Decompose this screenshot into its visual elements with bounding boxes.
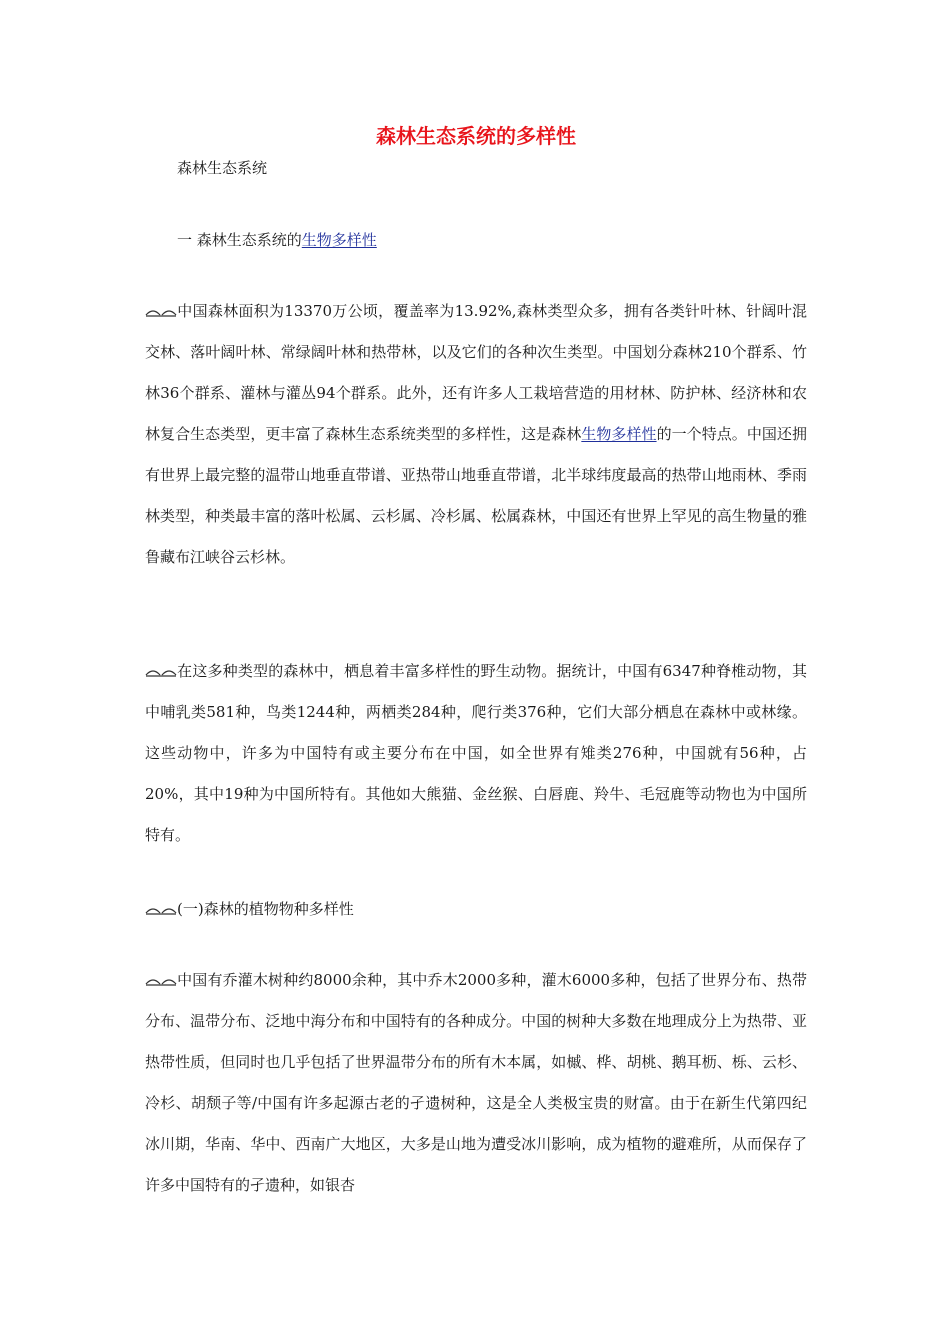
- paragraph-wildlife: [145, 651, 807, 856]
- biodiversity-link[interactable]: 生物多样性: [301, 231, 377, 249]
- paragraph-forest-types: [145, 291, 807, 578]
- paragraph-forest-types-text-2: 的一个特点。中国还拥有世界上最完整的温带山地垂直带谱、亚热带山地垂直带谱，北半球纬度最高的热带山地雨林、季雨林类型，种类最丰富的落叶松属、云杉属、冷杉属、松属森林，中国还有世界上罕见的高生物量的雅鲁藏布江峡谷云杉林。: [145, 425, 807, 566]
- document-subtitle: 森林生态系统: [177, 159, 268, 177]
- paragraph-plant-species: [145, 960, 807, 1206]
- section-heading-2-text: (一)森林的植物物种多样性: [177, 900, 354, 918]
- paragraph-forest-types-text-1: 中国森林面积为13370万公顷，覆盖率为13.92%,森林类型众多，拥有各类针叶林、针阔叶混交林、落叶阔叶林、常绿阔叶林和热带林，以及它们的各种次生类型。中国划分森林210个群系、竹林36个群系、灌林与灌丛94个群系。此外，还有许多人工栽培营造的用材林、防护林、经济林和农林复合生态类型，更丰富了森林生态系统类型的多样性，这是森林: [145, 302, 807, 443]
- paragraph-plant-species-text: 中国有乔灌木树种约8000余种，其中乔木2000多种，灌木6000多种，包括了世界分布、热带分布、温带分布、泛地中海分布和中国特有的各种成分。中国的树种大多数在地理成分上为热带、亚热带性质，但同时也几乎包括了世界温带分布的所有木本属，如槭、桦、胡桃、鹅耳枥、栎、云杉、冷杉、胡颓子等/中国有许多起源古老的孑遗树种，这是全人类极宝贵的财富。由于在新生代第四纪冰川期，华南、华中、西南广大地区，大多是山地为遭受冰川影响，成为植物的避难所，从而保存了许多中国特有的孑遗种，如银杏: [145, 971, 807, 1194]
- section-heading-1: [177, 229, 377, 251]
- section-heading-2: [145, 889, 354, 930]
- document-title: 森林生态系统的多样性: [376, 124, 576, 148]
- indent-mark-icon: [145, 303, 177, 317]
- indent-mark-icon: [145, 972, 177, 986]
- biodiversity-link-inline[interactable]: 生物多样性: [581, 425, 657, 443]
- section-heading-1-text: 一 森林生态系统的: [177, 231, 302, 249]
- paragraph-wildlife-text: 在这多种类型的森林中，栖息着丰富多样性的野生动物。据统计，中国有6347种脊椎动物，其中哺乳类581种，鸟类1244种，两栖类284种，爬行类376种，它们大部分栖息在森林中或林缘。这些动物中，许多为中国特有或主要分布在中国，如全世界有雉类276种，中国就有56种，占20%，其中19种为中国所特有。其他如大熊猫、金丝猴、白唇鹿、羚牛、毛冠鹿等动物也为中国所特有。: [145, 662, 807, 844]
- indent-mark-icon: [145, 901, 177, 915]
- indent-mark-icon: [145, 663, 177, 677]
